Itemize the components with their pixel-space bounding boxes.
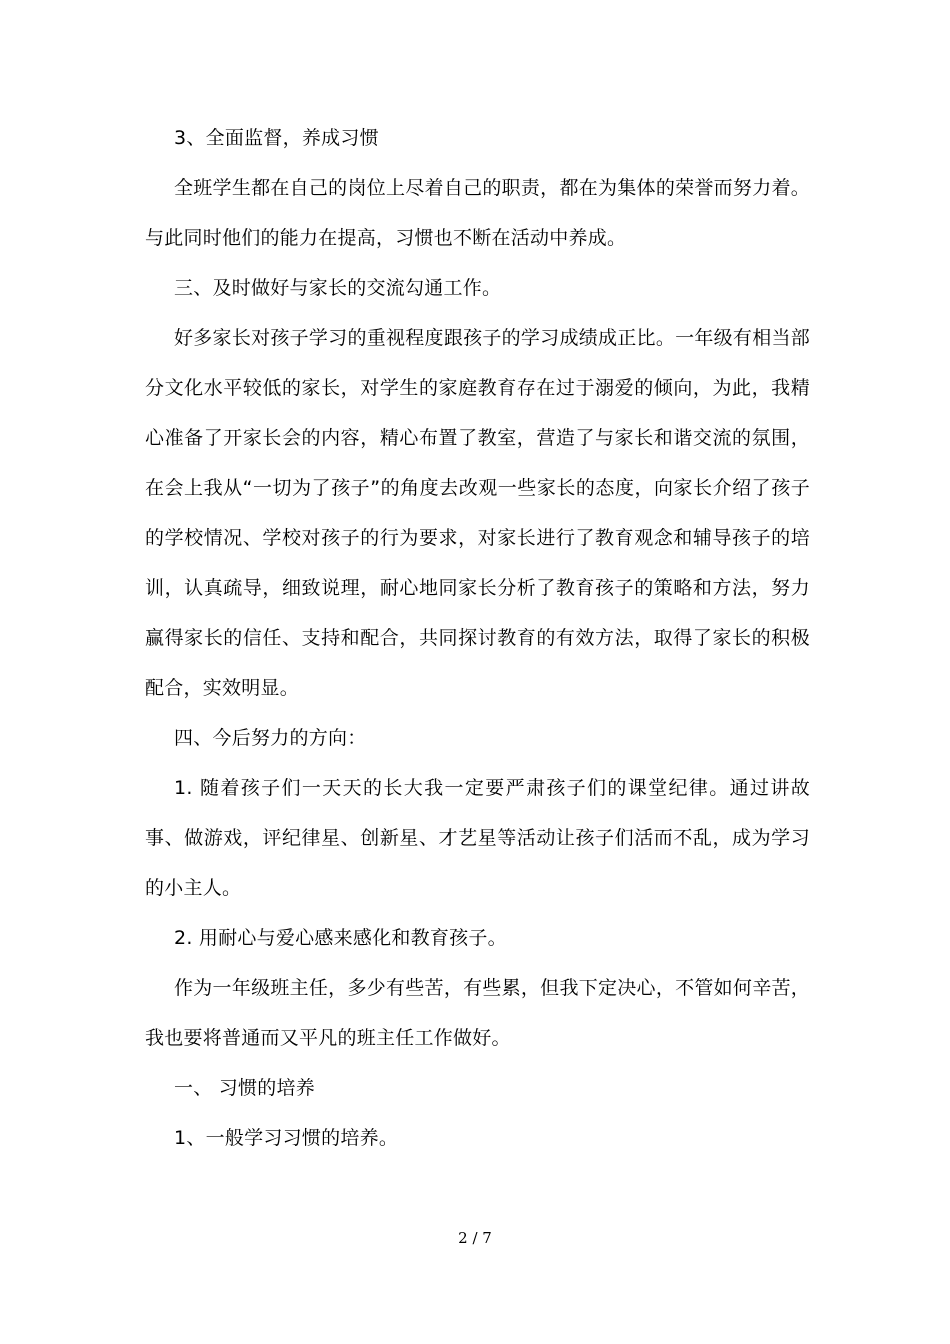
paragraph-teacher-resolve: 作为一年级班主任，多少有些苦，有些累，但我下定决心，不管如何辛苦，我也要将普通而又平凡的班主任工作做好。: [145, 977, 810, 1049]
list-item-patience-love: 2. 用耐心与爱心感来感化和教育孩子。: [174, 927, 507, 949]
paragraph-parent-communication: 好多家长对孩子学习的重视程度跟孩子的学习成绩成正比。一年级有相当部分文化水平较低的家长，对学生的家庭教育存在过于溺爱的倾向，为此，我精心准备了开家长会的内容，精心布置了教室，营造了与家长和谐交流的氛围，在会上我从“一切为了孩子”的角度去改观一些家长的态度，向家长介绍了孩子的学校情况、学校对孩子的行为要求，对家长进行了教育观念和辅导孩子的培训，认真疏导，细致说理，耐心地同家长分析了教育孩子的策略和方法，努力赢得家长的信任、支持和配合，共同探讨教育的有效方法，取得了家长的积极配合，实效明显。: [145, 327, 810, 699]
section-heading-future-direction: 四、今后努力的方向：: [174, 727, 367, 749]
list-item-classroom-discipline: 1. 随着孩子们一天天的长大我一定要严肃孩子们的课堂纪律。通过讲故事、做游戏，评纪律星、创新星、才艺星等活动让孩子们活而不乱，成为学习的小主人。: [145, 777, 810, 899]
section-heading-parent-communication: 三、及时做好与家长的交流勾通工作。: [174, 277, 502, 299]
section-heading-habit-training: 一、 习惯的培养: [174, 1077, 316, 1099]
subheading-supervision: 3、全面监督，养成习惯: [174, 127, 379, 149]
page-number: 2 / 7: [458, 1229, 492, 1247]
paragraph-class-duties: 全班学生都在自己的岗位上尽着自己的职责，都在为集体的荣誉而努力着。与此同时他们的能力在提高，习惯也不断在活动中养成。: [145, 177, 810, 249]
subheading-general-study-habits: 1、一般学习习惯的培养。: [174, 1127, 399, 1149]
document-body: [145, 113, 810, 1163]
